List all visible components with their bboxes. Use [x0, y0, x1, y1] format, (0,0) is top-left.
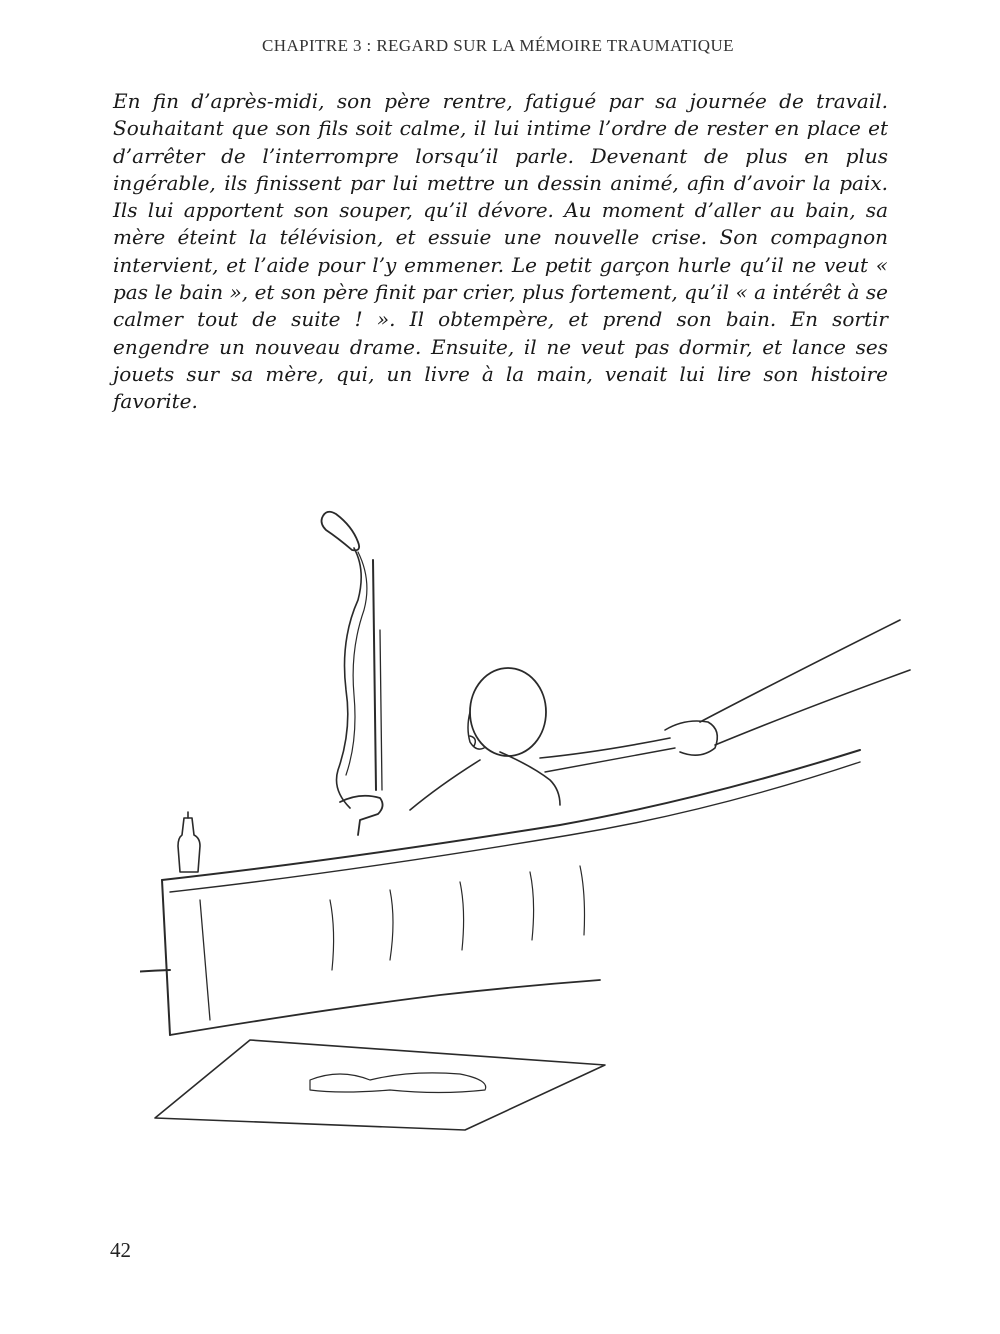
faucet: [340, 796, 383, 835]
soap-bottle: [178, 818, 200, 872]
shower-hose-2: [346, 552, 367, 775]
shower-head: [322, 512, 360, 551]
page-number: 42: [110, 1238, 131, 1262]
adult-arm-lower: [715, 670, 910, 745]
bathtub-drip-5: [580, 866, 585, 935]
child-arm-reaching-lower: [545, 748, 675, 772]
child-head: [470, 668, 546, 756]
child-arm-reaching: [540, 738, 670, 758]
bathtub-drip-1: [330, 900, 334, 970]
bath-sketch-illustration: [140, 490, 920, 1150]
bathtub-panel: [200, 900, 210, 1020]
adult-arm-upper: [700, 620, 900, 722]
bath-mat: [155, 1040, 605, 1130]
bathtub-drip-4: [530, 872, 534, 940]
bathtub-drip-2: [390, 890, 393, 960]
bathtub-rim-inner: [170, 762, 860, 892]
adult-hand: [665, 721, 717, 755]
bathtub-rim: [162, 750, 860, 880]
shower-pole-edge: [380, 630, 382, 790]
running-header: CHAPITRE 3 : REGARD SUR LA MÉMOIRE TRAUMATIQUE: [262, 36, 734, 55]
child-back: [500, 752, 560, 805]
shower-pole: [373, 560, 376, 790]
body-paragraph: En fin d’après-midi, son père rentre, fatigué par sa journée de travail. Souhaitant que son fils soit calme, il lui intime l’ordre de rester en place et d’arrêter de l’interrompre lorsqu’il parle. Devenant de plus en plus ingérable, ils finissent par lui mettre un dessin animé, afin d’avoir la paix. Ils lui apportent son souper, qu’il dévore. Au moment d’aller au bain, sa mère éteint la télévision, et essuie une nouvelle crise. Son compagnon intervient, et l’aide pour l’y emmener. Le petit garçon hurle qu’il ne veut « pas le bain », et son père finit par crier, plus fortement, qu’il « a intérêt à se calmer tout de suite ! ». Il obtempère, et prend son bain. En sortir engendre un nouveau drame. Ensuite, il ne veut pas dormir, et lance ses jouets sur sa mère, qui, un livre à la main, venait lui lire son histoire favorite.: [113, 89, 888, 414]
bathtub-side: [162, 880, 170, 1035]
floor-line: [140, 970, 170, 977]
bathtub-drip-3: [460, 882, 464, 950]
bathtub-bottom: [170, 980, 600, 1035]
shower-hose: [337, 548, 362, 808]
child-arm: [410, 760, 480, 810]
bath-mat-inner: [310, 1073, 486, 1093]
